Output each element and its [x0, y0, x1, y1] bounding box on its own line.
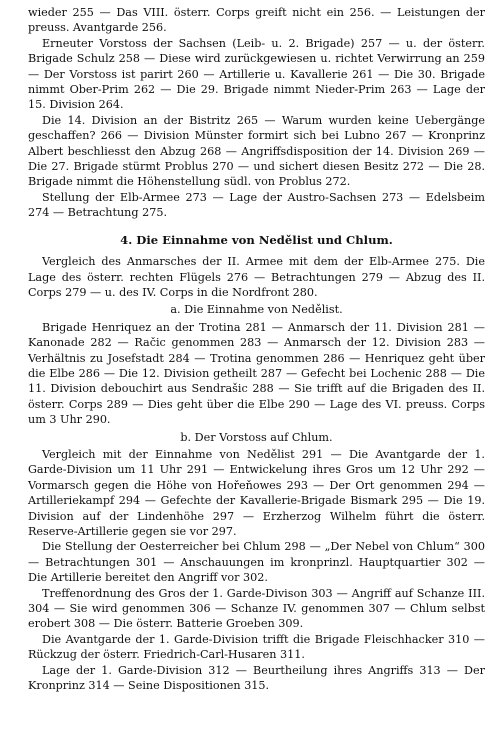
subheading-a: a. Die Einnahme von Nedělist. — [170, 303, 343, 317]
subheading-b: b. Der Vorstoss auf Chlum. — [180, 430, 333, 444]
section-heading: 4. Die Einnahme von Nedělist und Chlum. — [120, 232, 393, 247]
paragraph-top-4: Stellung der Elb-Armee 273 — Lage der Austro-Sachsen 273 — Edelsbeim 274 — Betrachtung 275. — [28, 190, 485, 220]
paragraph-mid-1: Vergleich des Anmarsches der II. Armee mit dem der Elb-Armee 275. Die Lage des österr. rechten Flügels 276 — Betrachtungen 279 — Abzug des II. Corps 279 — u. des IV. Corps in die Nordfront 280. — [28, 255, 485, 299]
paragraph-b-3: Treffenordnung des Gros der 1. Garde-Divison 303 — Angriff auf Schanze III. 304 — Sie wird genommen 306 — Schanze IV. genommen 307 — Chlum selbst erobert 308 — Die österr. Batterie Groeben 309. — [28, 586, 485, 631]
paragraph-top-3: Die 14. Division an der Bistritz 265 — Warum wurden keine Uebergänge geschaffen? 266 — Division Münster formirt sich bei Lubno 267 — Kronprinz Albert beschliesst den Abzug 268 — Angriffsdisposition der 14. Division 269 — Die 27. Brigade stürmt Problus 270 — und sichert diesen Besitz 272 — Die 28. Brigade nimmt die Höhenstellung südl. von Problus 272. — [28, 113, 485, 189]
paragraph-b-5: Lage der 1. Garde-Division 312 — Beurtheilung ihres Angriffs 313 — Der Kronprinz 314 — Seine Dispositionen 315. — [28, 663, 485, 693]
paragraph-top-2: Erneuter Vorstoss der Sachsen (Leib- u. 2. Brigade) 257 — u. der österr. Brigade Schulz 258 — Diese wird zurückgewiesen u. richtet Verwirrung an 259 — Der Vorstoss ist parirt 260 — Artillerie u. Kavallerie 261 — Die 30. Brigade nimmt Ober-Prim 262 — Die 29. Brigade nimmt Nieder-Prim 263 — Lage der 15. Division 264. — [28, 36, 485, 112]
paragraph-b-1: Vergleich mit der Einnahme von Nedělist 291 — Die Avantgarde der 1. Garde-Division um 11 Uhr 291 — Entwickelung ihres Gros um 12 Uhr 292 — Vormarsch gegen die Höhe von Hořeňowes 293 — Der Ort genommen 294 — Artilleriekampf 294 — Gefechte der Kavallerie-Brigade Bismark 295 — Die 19. Division auf der Lindenhöhe 297 — Erzherzog Wilhelm führt die österr. Reserve-Artillerie gegen sie vor 297. — [28, 447, 485, 538]
paragraph-b-4: Die Avantgarde der 1. Garde-Division trifft die Brigade Fleischhacker 310 — Rückzug der österr. Friedrich-Carl-Husaren 311. — [28, 632, 485, 662]
paragraph-top-1: wieder 255 — Das VIII. österr. Corps greift nicht ein 256. — Leistungen der preuss. Avantgarde 256. — [28, 6, 485, 35]
paragraph-a-1: Brigade Henriquez an der Trotina 281 — Anmarsch der 11. Division 281 — Kanonade 282 — Račic genommen 283 — Anmarsch der 12. Division 283 — Verhältnis zu Josefstadt 284 — Trotina genommen 286 — Henriquez geht über die Elbe 286 — Die 12. Division getheilt 287 — Gefecht bei Lochenic 288 — Die 11. Division debouchirt aus Sendrašic 288 — Sie trifft auf die Brigaden des II. österr. Corps 289 — Dies geht über die Elbe 290 — Lage des VI. preuss. Corps um 3 Uhr 290. — [28, 320, 485, 427]
paragraph-b-2: Die Stellung der Oesterreicher bei Chlum 298 — „Der Nebel von Chlum“ 300 — Betrachtungen 301 — Anschauungen im kronprinzl. Hauptquartier 302 — Die Artillerie bereitet den Angriff vor 302. — [28, 540, 485, 585]
